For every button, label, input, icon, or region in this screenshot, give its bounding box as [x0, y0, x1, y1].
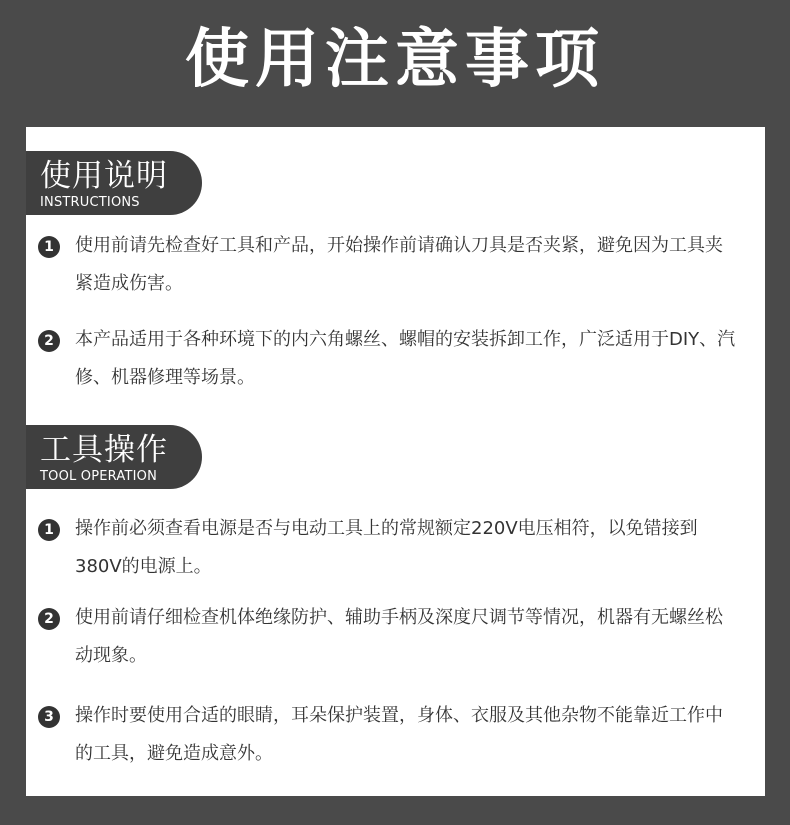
section-tab-instructions	[26, 151, 202, 215]
number-badge: 3	[38, 706, 60, 728]
list-item	[38, 599, 738, 675]
item-text: 操作前必须查看电源是否与电动工具上的常规额定220V电压相符，以免错接到380V的电源上。	[75, 518, 698, 577]
list-item	[38, 321, 738, 397]
number-badge: 1	[38, 519, 60, 541]
section-title: 使用说明	[40, 158, 168, 194]
item-text: 操作时要使用合适的眼睛，耳朵保护装置，身体、衣服及其他杂物不能靠近工作中的工具，避免造成意外。	[75, 705, 723, 764]
section-title: 工具操作	[40, 432, 168, 468]
item-text: 本产品适用于各种环境下的内六角螺丝、螺帽的安装拆卸工作，广泛适用于DIY、汽修、机器修理等场景。	[75, 329, 736, 388]
list-item	[38, 697, 738, 773]
section-subtitle: INSTRUCTIONS	[40, 195, 140, 210]
list-item	[38, 227, 738, 303]
section-tab-tool-operation	[26, 425, 202, 489]
list-item	[38, 510, 738, 586]
number-badge: 1	[38, 236, 60, 258]
number-badge: 2	[38, 608, 60, 630]
item-text: 使用前请仔细检查机体绝缘防护、辅助手柄及深度尺调节等情况，机器有无螺丝松动现象。	[75, 607, 723, 666]
page-title: 使用注意事项	[185, 23, 605, 97]
number-badge: 2	[38, 330, 60, 352]
section-subtitle: TOOL OPERATION	[40, 469, 157, 484]
item-text: 使用前请先检查好工具和产品，开始操作前请确认刀具是否夹紧，避免因为工具夹紧造成伤害。	[75, 235, 723, 294]
content-card	[26, 127, 765, 796]
